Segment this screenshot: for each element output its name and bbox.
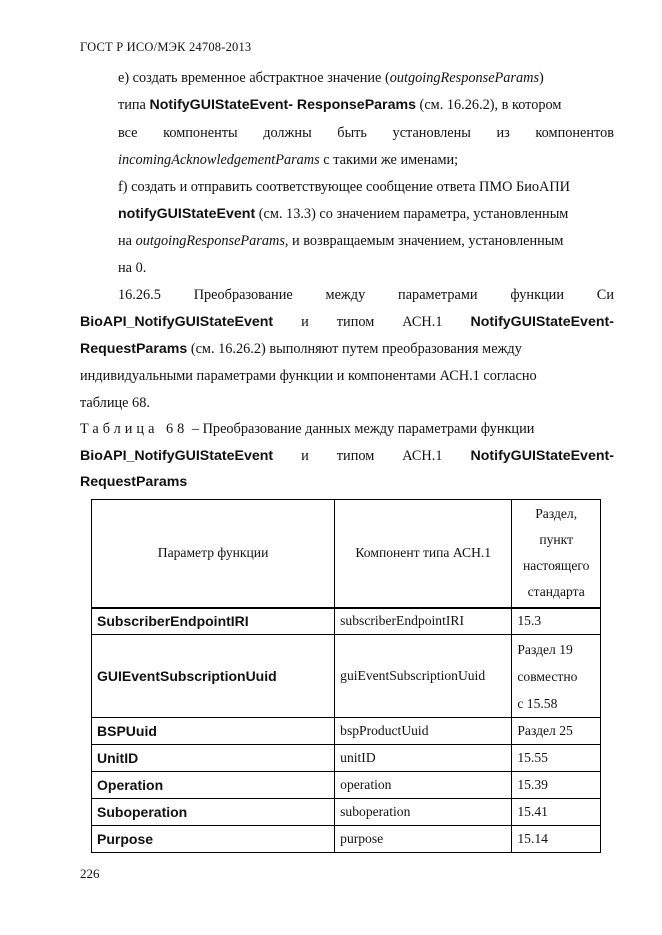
text: – Преобразование данных между параметрами функции	[188, 421, 535, 437]
param-cell: SubscriberEndpointIRI	[92, 608, 335, 635]
component-cell: purpose	[335, 826, 512, 853]
section-cell: 15.14	[512, 826, 601, 853]
section-line-4: индивидуальными параметрами функции и компонентами АСН.1 согласно	[80, 368, 537, 384]
word: Преобразование	[193, 287, 293, 303]
param-cell: UnitID	[92, 745, 335, 772]
bold-term: NotifyGUIStateEvent-	[470, 314, 614, 330]
italic-term: outgoingResponseParams	[135, 233, 285, 249]
italic-term: outgoingResponseParams	[389, 70, 540, 86]
bold-term: NotifyGUIStateEvent-	[470, 448, 614, 464]
caption-label: Таблица 68	[80, 421, 189, 437]
section-cell: 15.55	[512, 745, 601, 772]
word: Си	[596, 287, 614, 303]
param-cell: GUIEventSubscriptionUuid	[92, 635, 335, 718]
word: быть	[337, 125, 367, 141]
table-row	[92, 799, 601, 826]
text: e) создать временное абстрактное значение (	[118, 70, 390, 86]
section-cell	[512, 635, 601, 718]
item-e-line-2	[118, 95, 561, 115]
document-header: ГОСТ Р ИСО/МЭК 24708-2013	[80, 40, 252, 54]
text: (см. 16.26.2) выполняют путем преобразования между	[187, 341, 522, 357]
page-number: 226	[80, 866, 100, 881]
component-cell: guiEventSubscriptionUuid	[335, 635, 512, 718]
item-f-line-4: на 0.	[118, 260, 147, 276]
bold-term: BioAPI_NotifyGUIStateEvent	[80, 314, 274, 330]
table-caption-line-3	[80, 472, 187, 492]
word: между	[325, 287, 366, 303]
section-cell-line: Раздел 19	[517, 641, 573, 657]
text: (см. 13.3) со значением параметра, установленным	[255, 206, 569, 222]
section-cell: 15.39	[512, 772, 601, 799]
word: компоненты	[163, 125, 238, 141]
param-cell: Purpose	[92, 826, 335, 853]
item-e-line-1	[118, 68, 614, 88]
text: типа	[118, 97, 150, 113]
word: все	[118, 125, 138, 141]
param-cell: Suboperation	[92, 799, 335, 826]
header-param: Параметр функции	[92, 500, 335, 608]
word: и	[301, 448, 309, 464]
word: типом	[336, 448, 375, 464]
text: , и возвращаемым значением, установленным	[284, 233, 564, 249]
word: АСН.1	[402, 314, 443, 330]
section-line-2	[80, 312, 614, 332]
section-cell-line: с 15.58	[517, 695, 558, 711]
param-cell: BSPUuid	[92, 718, 335, 745]
item-f-line-1: f) создать и отправить соответствующее сообщение ответа ПМО БиоАПИ	[118, 179, 570, 195]
word: компонентов	[535, 125, 614, 141]
header-component: Компонент типа АСН.1	[335, 500, 512, 608]
header-section-line: стандарта	[527, 584, 585, 600]
section-line-5: таблице 68.	[80, 395, 150, 411]
word: функции	[510, 287, 564, 303]
table-caption-line-1	[80, 419, 534, 439]
section-line-1	[118, 285, 614, 305]
word: параметрами	[398, 287, 478, 303]
word: АСН.1	[402, 448, 443, 464]
word: установлены	[392, 125, 471, 141]
mapping-table	[91, 499, 601, 853]
header-section-line: Раздел,	[535, 506, 578, 522]
header-section-line: пункт	[539, 532, 574, 548]
text: на	[118, 233, 136, 249]
text: с такими же именами;	[319, 152, 459, 168]
item-f-line-3	[118, 231, 563, 251]
item-e-line-3	[118, 123, 614, 143]
word: должны	[263, 125, 312, 141]
item-e-line-4	[118, 150, 458, 170]
bold-term: RequestParams	[80, 341, 188, 357]
component-cell: unitID	[335, 745, 512, 772]
component-cell: bspProductUuid	[335, 718, 512, 745]
bold-term: notifyGUIStateEvent	[118, 206, 256, 222]
italic-term: incomingAcknowledgementParams	[118, 152, 320, 168]
section-number: 16.26.5	[118, 287, 161, 303]
table-row	[92, 608, 601, 635]
component-cell: operation	[335, 772, 512, 799]
table-header-row	[92, 500, 601, 608]
component-cell: suboperation	[335, 799, 512, 826]
text: )	[539, 70, 544, 86]
section-cell: 15.41	[512, 799, 601, 826]
word: типом	[336, 314, 375, 330]
bold-term: NotifyGUIStateEvent- ResponseParams	[149, 97, 416, 113]
component-cell: subscriberEndpointIRI	[335, 608, 512, 635]
section-line-3	[80, 339, 522, 359]
table-row	[92, 826, 601, 853]
header-section-line: настоящего	[522, 558, 590, 574]
table-row	[92, 772, 601, 799]
section-cell-line: совместно	[517, 668, 578, 684]
text: (см. 16.26.2), в котором	[415, 97, 562, 113]
word: из	[496, 125, 510, 141]
item-f-line-2	[118, 204, 568, 224]
section-cell: 15.3	[512, 608, 601, 635]
bold-term: BioAPI_NotifyGUIStateEvent	[80, 448, 274, 464]
word: и	[301, 314, 309, 330]
table-row	[92, 745, 601, 772]
header-section	[512, 500, 601, 608]
table-row	[92, 635, 601, 718]
table-row	[92, 718, 601, 745]
bold-term: RequestParams	[80, 474, 188, 490]
section-cell: Раздел 25	[512, 718, 601, 745]
param-cell: Operation	[92, 772, 335, 799]
table-caption-line-2	[80, 446, 614, 466]
